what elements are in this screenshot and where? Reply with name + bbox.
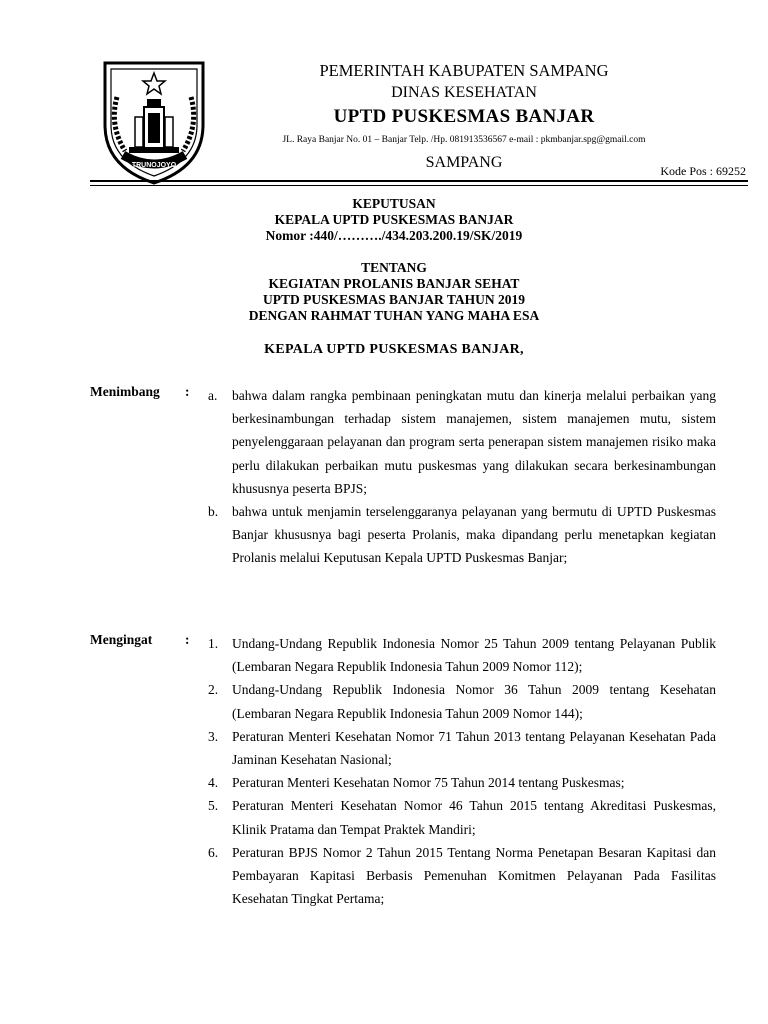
- letterhead-institution: UPTD PUSKESMAS BANJAR: [333, 106, 595, 127]
- decree-subject-line-1: KEGIATAN PROLANIS BANJAR SEHAT: [268, 276, 520, 291]
- list-item: [208, 771, 716, 794]
- list-item-marker: 5.: [208, 798, 219, 814]
- letterhead: [200, 60, 728, 176]
- decree-about-label: TENTANG: [361, 260, 427, 275]
- decree-issuer: KEPALA UPTD PUSKESMAS BANJAR: [274, 212, 514, 227]
- list-item-marker: 6.: [208, 844, 219, 860]
- list-item: [208, 632, 716, 678]
- letterhead-city: SAMPANG: [425, 154, 503, 171]
- decree-subject-line-2: UPTD PUSKESMAS BANJAR TAHUN 2019: [262, 292, 526, 307]
- menimbang-label: Menimbang: [90, 384, 160, 399]
- list-item-marker: 2.: [208, 682, 219, 698]
- decree-authority: KEPALA UPTD PUSKESMAS BANJAR,: [264, 342, 524, 357]
- letterhead-department: DINAS KESEHATAN: [391, 84, 537, 101]
- list-item-text: Peraturan Menteri Kesehatan Nomor 71 Tahun 2013 tentang Pelayanan Kesehatan Pada Jaminan Kesehatan Nasional;: [232, 728, 716, 768]
- logo-ribbon-text: TRUNOJOYO: [131, 162, 177, 169]
- list-item-text: Peraturan Menteri Kesehatan Nomor 75 Tahun 2014 tentang Puskesmas;: [232, 775, 625, 791]
- menimbang-list: [208, 384, 716, 570]
- letterhead-government: PEMERINTAH KABUPATEN SAMPANG: [319, 61, 609, 80]
- list-item-text: Peraturan Menteri Kesehatan Nomor 46 Tahun 2015 tentang Akreditasi Puskesmas, Klinik Pratama dan Tempat Praktek Mandiri;: [232, 798, 716, 837]
- menimbang-colon: :: [185, 384, 190, 399]
- postal-code: Kode Pos : 69252: [660, 164, 746, 178]
- decree-blessing: DENGAN RAHMAT TUHAN YANG MAHA ESA: [248, 308, 540, 323]
- list-item: [208, 500, 716, 570]
- decree-title: KEPUTUSAN: [352, 196, 436, 211]
- decree-number: Nomor :440/………./434.203.200.19/SK/2019: [265, 228, 523, 243]
- list-item-text: Undang-Undang Republik Indonesia Nomor 36 Tahun 2009 tentang Kesehatan (Lembaran Negara Republik Indonesia Tahun 2009 Nomor 144);: [232, 682, 716, 721]
- list-item-marker: a.: [208, 388, 218, 403]
- decree-title-block: [90, 196, 698, 358]
- letterhead-address: JL. Raya Banjar No. 01 – Banjar Telp. /Hp. 081913536567 e-mail : pkmbanjar.spg@gmail.com: [282, 135, 646, 145]
- mengingat-list: [208, 632, 716, 910]
- mengingat-label: Mengingat: [90, 632, 153, 647]
- list-item-text: bahwa untuk menjamin terselenggaranya pelayanan yang bermutu di UPTD Puskesmas Banjar khususnya bagi peserta Prolanis, maka dipandang perlu menetapkan kegiatan Prolanis melalui Keputusan Kepala UPTD Puskesmas Banjar;: [232, 504, 716, 566]
- list-item-marker: b.: [208, 504, 219, 520]
- list-item-marker: 1.: [208, 636, 219, 651]
- list-item-marker: 4.: [208, 775, 219, 791]
- regency-emblem-logo: [95, 55, 213, 187]
- letterhead-divider-thin: [90, 185, 748, 186]
- mengingat-colon: :: [185, 632, 190, 647]
- list-item: [208, 841, 716, 911]
- letterhead-divider-thick: [90, 180, 748, 182]
- list-item: [208, 384, 716, 500]
- list-item-text: Undang-Undang Republik Indonesia Nomor 25 Tahun 2009 tentang Pelayanan Publik (Lembaran Negara Republik Indonesia Tahun 2009 Nomor 112);: [232, 636, 716, 675]
- list-item-text: bahwa dalam rangka pembinaan peningkatan mutu dan kinerja melalui perbaikan yang berkesinambungan terhadap sistem manajemen, sistem manajemen mutu, sistem penyelenggaraan pelayanan dan program serta penerapan sistem manajemen risiko maka perlu dilakukan perbaikan mutu puskesmas yang dilakukan secara berkesinambungan khususnya peserta BPJS;: [232, 388, 716, 496]
- list-item: [208, 725, 716, 771]
- list-item: [208, 794, 716, 840]
- list-item-marker: 3.: [208, 728, 219, 744]
- list-item: [208, 678, 716, 724]
- list-item-text: Peraturan BPJS Nomor 2 Tahun 2015 Tentang Norma Penetapan Besaran Kapitasi dan Pembayaran Kapitasi Berbasis Pemenuhan Komitmen Pelayanan Pada Fasilitas Kesehatan Tingkat Pertama;: [232, 844, 716, 907]
